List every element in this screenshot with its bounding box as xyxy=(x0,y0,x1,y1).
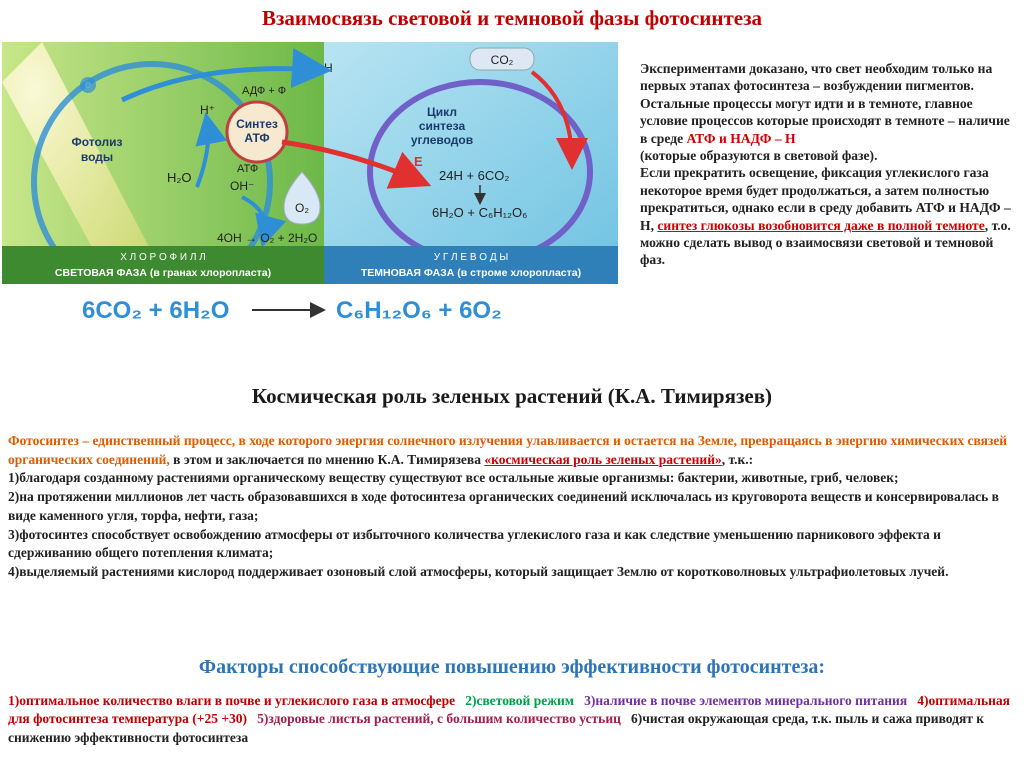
h-plus-label: H⁺ xyxy=(200,103,215,117)
eq2-label: 6H₂O + C₆H₁₂O₆ xyxy=(432,205,528,220)
atf-synth-label: АТФ xyxy=(244,131,270,145)
o2-label: O₂ xyxy=(295,201,309,215)
svet-faza-label: СВЕТОВАЯ ФАЗА (в гранах хлоропласта) xyxy=(54,267,272,279)
fotoliz-label: Фотолиз xyxy=(71,135,123,149)
right-p3-end: , т.о. можно сделать вывод о взаимосвязи световой и темновой фаз. xyxy=(640,217,1011,268)
e-circle xyxy=(80,77,96,93)
atf-label: АТФ xyxy=(237,163,259,175)
main-eq-left: 6CO₂ + 6H₂O xyxy=(82,297,230,324)
right-p3: Если прекратить освещение, фиксация углекислого газа некоторое время будет продолжаться, а затем полностью прекратиться, однако если в среду добавить АТФ и НАДФ – Н, xyxy=(640,165,1011,233)
sintez-label: Синтез xyxy=(236,117,278,131)
photosynthesis-diagram xyxy=(2,42,618,334)
factor-3: 3)наличие в почве элементов минерального питания xyxy=(584,693,908,708)
cosmic-role-text xyxy=(8,432,1018,582)
cycle-label-1: Цикл xyxy=(427,105,457,119)
h2o-label: H₂O xyxy=(167,170,192,185)
cycle-label-2: синтеза xyxy=(418,119,466,133)
list-item: 1)благодаря созданному растениями органическому веществу существуют все остальные живые организмы: бактерии, животные, гриб, человек; xyxy=(8,470,899,486)
list-item: 4)выделяемый растениями кислород поддерживает озоновый слой атмосферы, который защищает Землю от коротковолновых ультрафиолетовых лучей. xyxy=(8,563,949,579)
h-top-label: H xyxy=(324,61,333,75)
main-eq-right: C₆H₁₂O₆ + 6O₂ xyxy=(336,297,502,324)
energy-label: E xyxy=(414,154,423,169)
fotoliz-label-2: воды xyxy=(80,150,114,164)
factor-4: 4)оптимальная для фотосинтеза температура (+25 +30) xyxy=(8,693,1010,727)
factor-5: 5)здоровые листья растений, с большим количество устьиц xyxy=(257,711,621,727)
adf-label: АДФ + Ф xyxy=(242,85,287,97)
body-orange: Фотосинтез – единственный процесс, в ходе которого энергия солнечного излучения улавливается и остается на Земле, превращаясь в энергию химических связей органических соединений, xyxy=(8,433,1008,467)
right-p1: Экспериментами доказано, что свет необходим только на первых этапах фотосинтеза – возбуждении пигментов. Остальные процессы могут идти и в темноте, главное условие процессов которые происходят в темноте – наличие в среде xyxy=(640,61,1010,146)
body-mid: в этом и заключается по мнению К.А. Тимирязева xyxy=(169,451,485,467)
factors-text xyxy=(8,692,1018,747)
uglevody-label: У Г Л Е В О Д Ы xyxy=(433,252,509,263)
body-red-underline: «космическая роль зеленых растений» xyxy=(484,451,722,467)
heading-factors: Факторы способствующие повышению эффективности фотосинтеза: xyxy=(198,656,826,678)
right-p1-red: АТФ и НАДФ – Н xyxy=(686,130,796,146)
heading-cosmic-role: Космическая роль зеленых растений (К.А. Тимирязев) xyxy=(251,384,773,408)
chlorophyll-label: Х Л О Р О Ф И Л Л xyxy=(120,252,206,263)
eq-left-label: 4OH → O₂ + 2H₂O xyxy=(217,231,318,245)
list-item: 3)фотосинтез способствует освобождению атмосферы от избыточного количества углекислого газа и как следствие уменьшению парникового эффекта и сдерживанию общего потепления климата; xyxy=(8,526,941,561)
cycle-label-3: углеводов xyxy=(410,133,474,147)
eq1-label: 24H + 6CO₂ xyxy=(439,168,510,183)
right-explanation xyxy=(640,60,1015,269)
factor-2: 2)световой режим xyxy=(465,693,574,708)
factor-6: 6)чистая окружающая среда, т.к. пыль и сажа приводят к снижению эффективности фотосинтеза xyxy=(8,711,985,745)
co2-label: CO₂ xyxy=(490,53,514,67)
body-tk: , т.к.: xyxy=(721,451,754,467)
page-title: Взаимосвязь световой и темновой фазы фотосинтеза xyxy=(261,6,763,30)
right-p3-red: синтез глюкозы возобновится даже в полной темноте xyxy=(657,217,985,233)
temn-faza-label: ТЕМНОВАЯ ФАЗА (в строме хлоропласта) xyxy=(360,267,582,279)
oh-label: OH⁻ xyxy=(230,179,255,193)
list-item: 2)на протяжении миллионов лет часть образовавшихся в ходе фотосинтеза органических соединений исключалась из круговорота веществ и консервировалась в виде каменного угля, торфа, нефти, газа; xyxy=(8,489,999,523)
factor-1: 1)оптимальное количество влаги в почве и углекислого газа в атмосфере xyxy=(8,693,456,708)
right-p2: (которые образуются в световой фазе). xyxy=(640,148,878,164)
